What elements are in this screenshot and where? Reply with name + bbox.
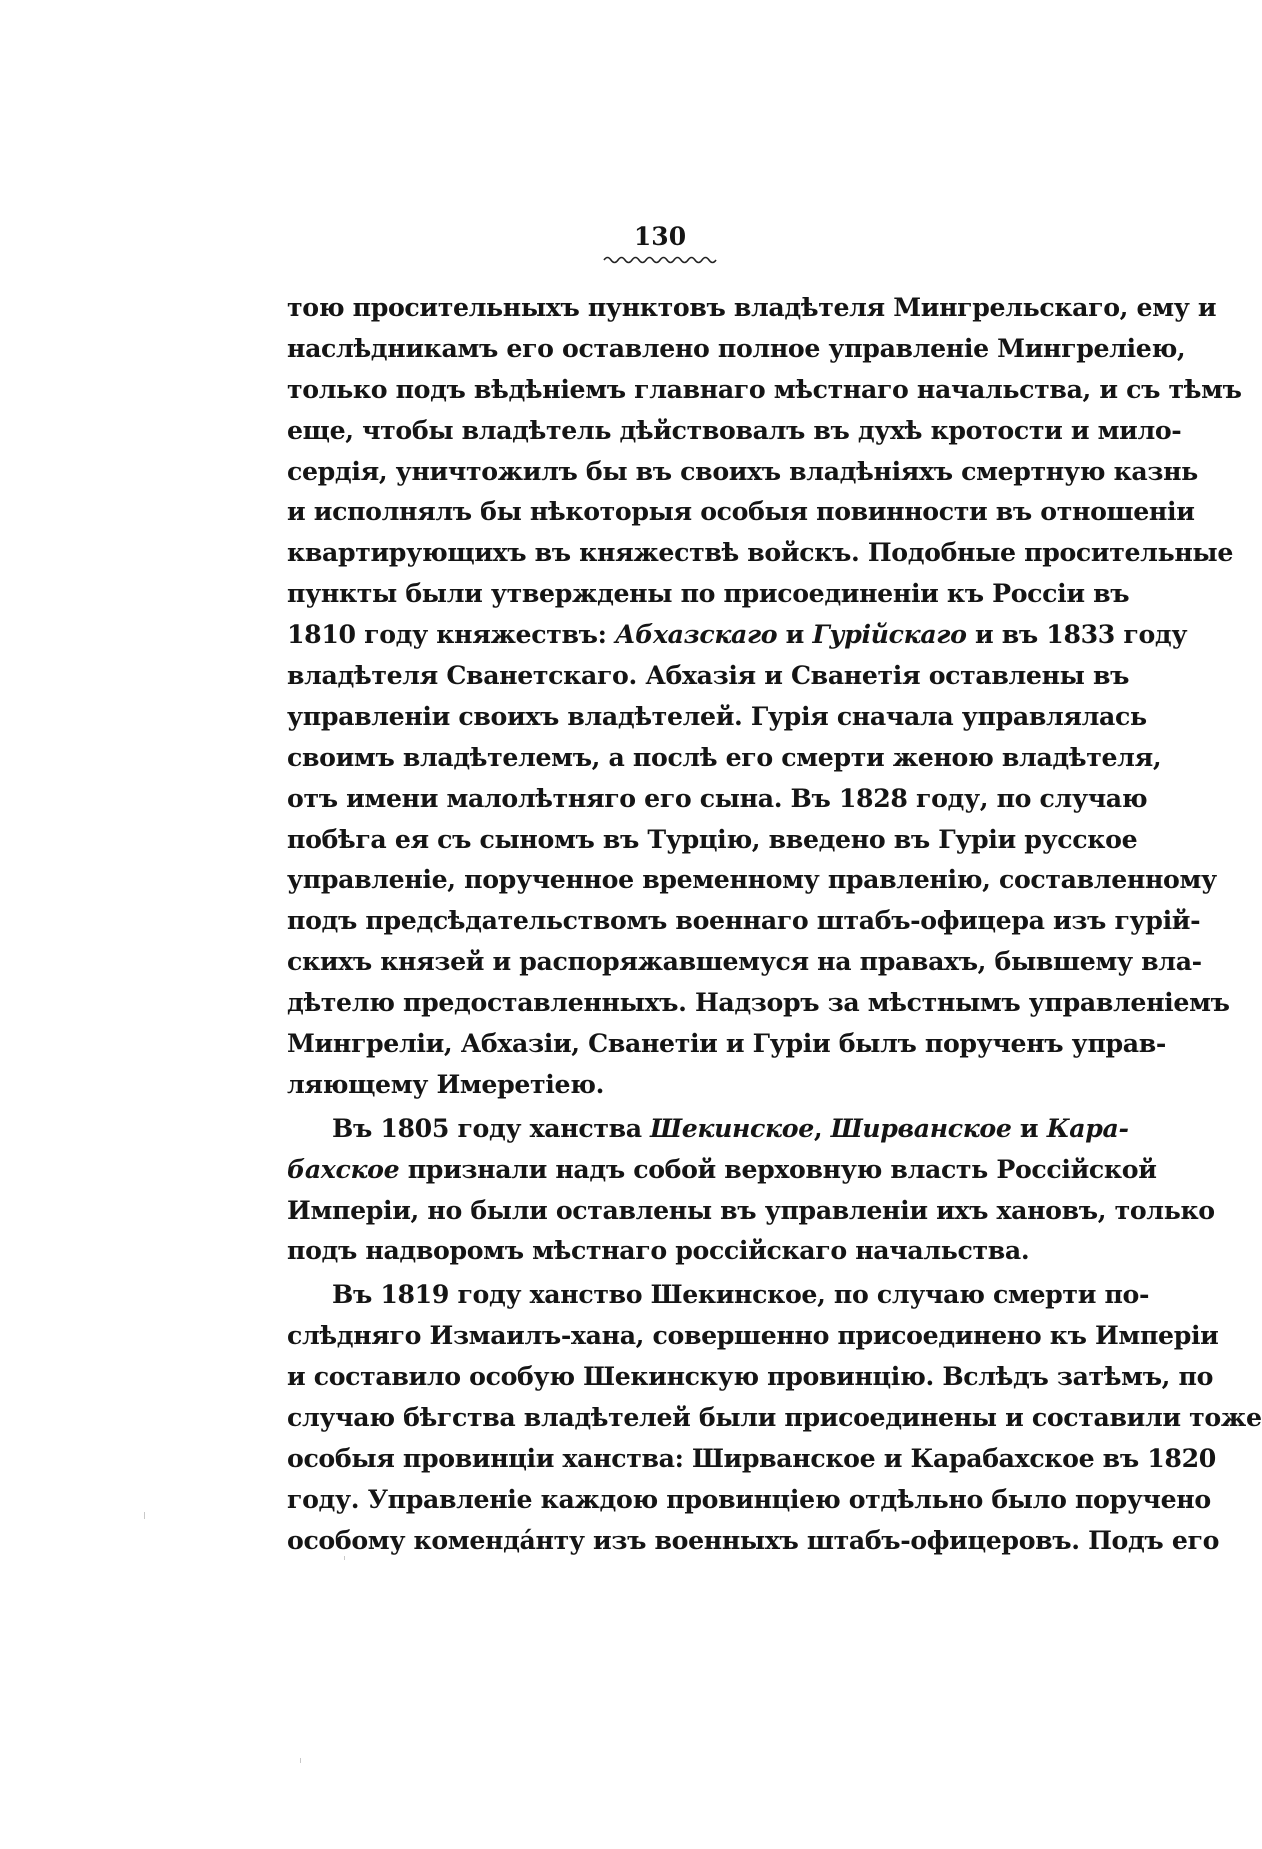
- text-line: и составило особую Шекинскую провинцію. Вслѣдъ затѣмъ, по: [287, 1361, 1214, 1392]
- text-run: Въ 1805 году ханства: [332, 1112, 651, 1143]
- text-run: ,: [813, 1112, 831, 1143]
- scan-speck: [300, 1758, 301, 1763]
- text-line: сердія, уничтожилъ бы въ своихъ владѣніяхъ смертную казнь: [287, 455, 1198, 486]
- text-line: [287, 614, 1188, 655]
- text-line: [287, 1108, 1129, 1149]
- italic-text: Ширванское: [830, 1112, 1012, 1143]
- text-line: ляющему Имеретіею.: [287, 1068, 605, 1099]
- text-line: году. Управленіе каждою провинціею отдѣльно было поручено: [287, 1483, 1211, 1514]
- italic-text: Шекинское: [650, 1112, 814, 1143]
- text-line: дѣтелю предоставленныхъ. Надзоръ за мѣстнымъ управленіемъ: [287, 987, 1230, 1018]
- text-run: признали надъ собой верховную власть Россійской: [399, 1153, 1157, 1184]
- text-line: особому комендáнту изъ военныхъ штабъ-офицеровъ. Подъ его: [287, 1524, 1220, 1555]
- text-line: еще, чтобы владѣтель дѣйствовалъ въ духѣ кротости и мило-: [287, 414, 1182, 445]
- scan-speck: [144, 1512, 145, 1519]
- page-number: 130: [633, 222, 687, 251]
- text-line: управленіе, порученное временному правленію, составленному: [287, 864, 1217, 895]
- text-line: своимъ владѣтелемъ, а послѣ его смерти женою владѣтеля,: [287, 741, 1162, 772]
- paragraph-1: [287, 287, 1242, 1105]
- text-line: наслѣдникамъ его оставлено полное управленіе Мингреліею,: [287, 332, 1186, 363]
- text-line: побѣга ея съ сыномъ въ Турцію, введено въ Гуріи русское: [287, 823, 1138, 854]
- text-line: Мингреліи, Абхазіи, Сванетіи и Гуріи былъ порученъ управ-: [287, 1028, 1167, 1059]
- text-line: особыя провинціи ханства: Ширванское и Карабахское въ 1820: [287, 1442, 1216, 1473]
- text-line: тою просительныхъ пунктовъ владѣтеля Мингрельскаго, ему и: [287, 292, 1217, 322]
- italic-text: Гурійскаго: [812, 619, 967, 650]
- text-line: владѣтеля Сванетскаго. Абхазія и Сванетія оставлены въ: [287, 660, 1130, 691]
- text-line: только подъ вѣдѣніемъ главнаго мѣстнаго начальства, и съ тѣмъ: [287, 373, 1242, 404]
- page-number-ornament: [604, 254, 716, 264]
- italic-text: Кара-: [1046, 1112, 1129, 1143]
- text-line: подъ предсѣдательствомъ военнаго штабъ-офицера изъ гурій-: [287, 905, 1201, 936]
- text-line: Въ 1819 году ханство Шекинское, по случаю смерти по-: [332, 1279, 1150, 1310]
- text-line: квартирующихъ въ княжествѣ войскъ. Подобные просительные: [287, 537, 1233, 568]
- text-run: и: [1011, 1112, 1047, 1143]
- text-run: и: [777, 619, 813, 650]
- italic-text: Абхазскаго: [614, 619, 778, 650]
- text-line: подъ надворомъ мѣстнаго россійскаго начальства.: [287, 1235, 1030, 1266]
- text-run: и въ 1833 году: [966, 619, 1188, 650]
- text-line: управленіи своихъ владѣтелей. Гурія сначала управлялась: [287, 700, 1147, 731]
- italic-text: бахское: [287, 1153, 400, 1184]
- text-line: случаю бѣгства владѣтелей были присоединены и составили тоже: [287, 1402, 1262, 1433]
- scan-speck: [344, 1556, 345, 1560]
- text-line: [287, 1149, 1157, 1190]
- text-line: Имперіи, но были оставлены въ управленіи ихъ хановъ, только: [287, 1194, 1215, 1225]
- text-line: пункты были утверждены по присоединеніи къ Россіи въ: [287, 578, 1130, 609]
- text-line: слѣдняго Измаилъ-хана, совершенно присоединено къ Имперіи: [287, 1320, 1219, 1351]
- paragraph-2: [287, 1108, 1215, 1272]
- text-line: скихъ князей и распоряжавшемуся на правахъ, бывшему вла-: [287, 946, 1202, 977]
- paragraph-3: [287, 1274, 1262, 1560]
- text-line: отъ имени малолѣтняго его сына. Въ 1828 году, по случаю: [287, 782, 1148, 813]
- text-run: 1810 году княжествъ:: [287, 619, 615, 650]
- body-text: [287, 287, 1262, 1561]
- text-line: и исполнялъ бы нѣкоторыя особыя повинности въ отношеніи: [287, 496, 1195, 527]
